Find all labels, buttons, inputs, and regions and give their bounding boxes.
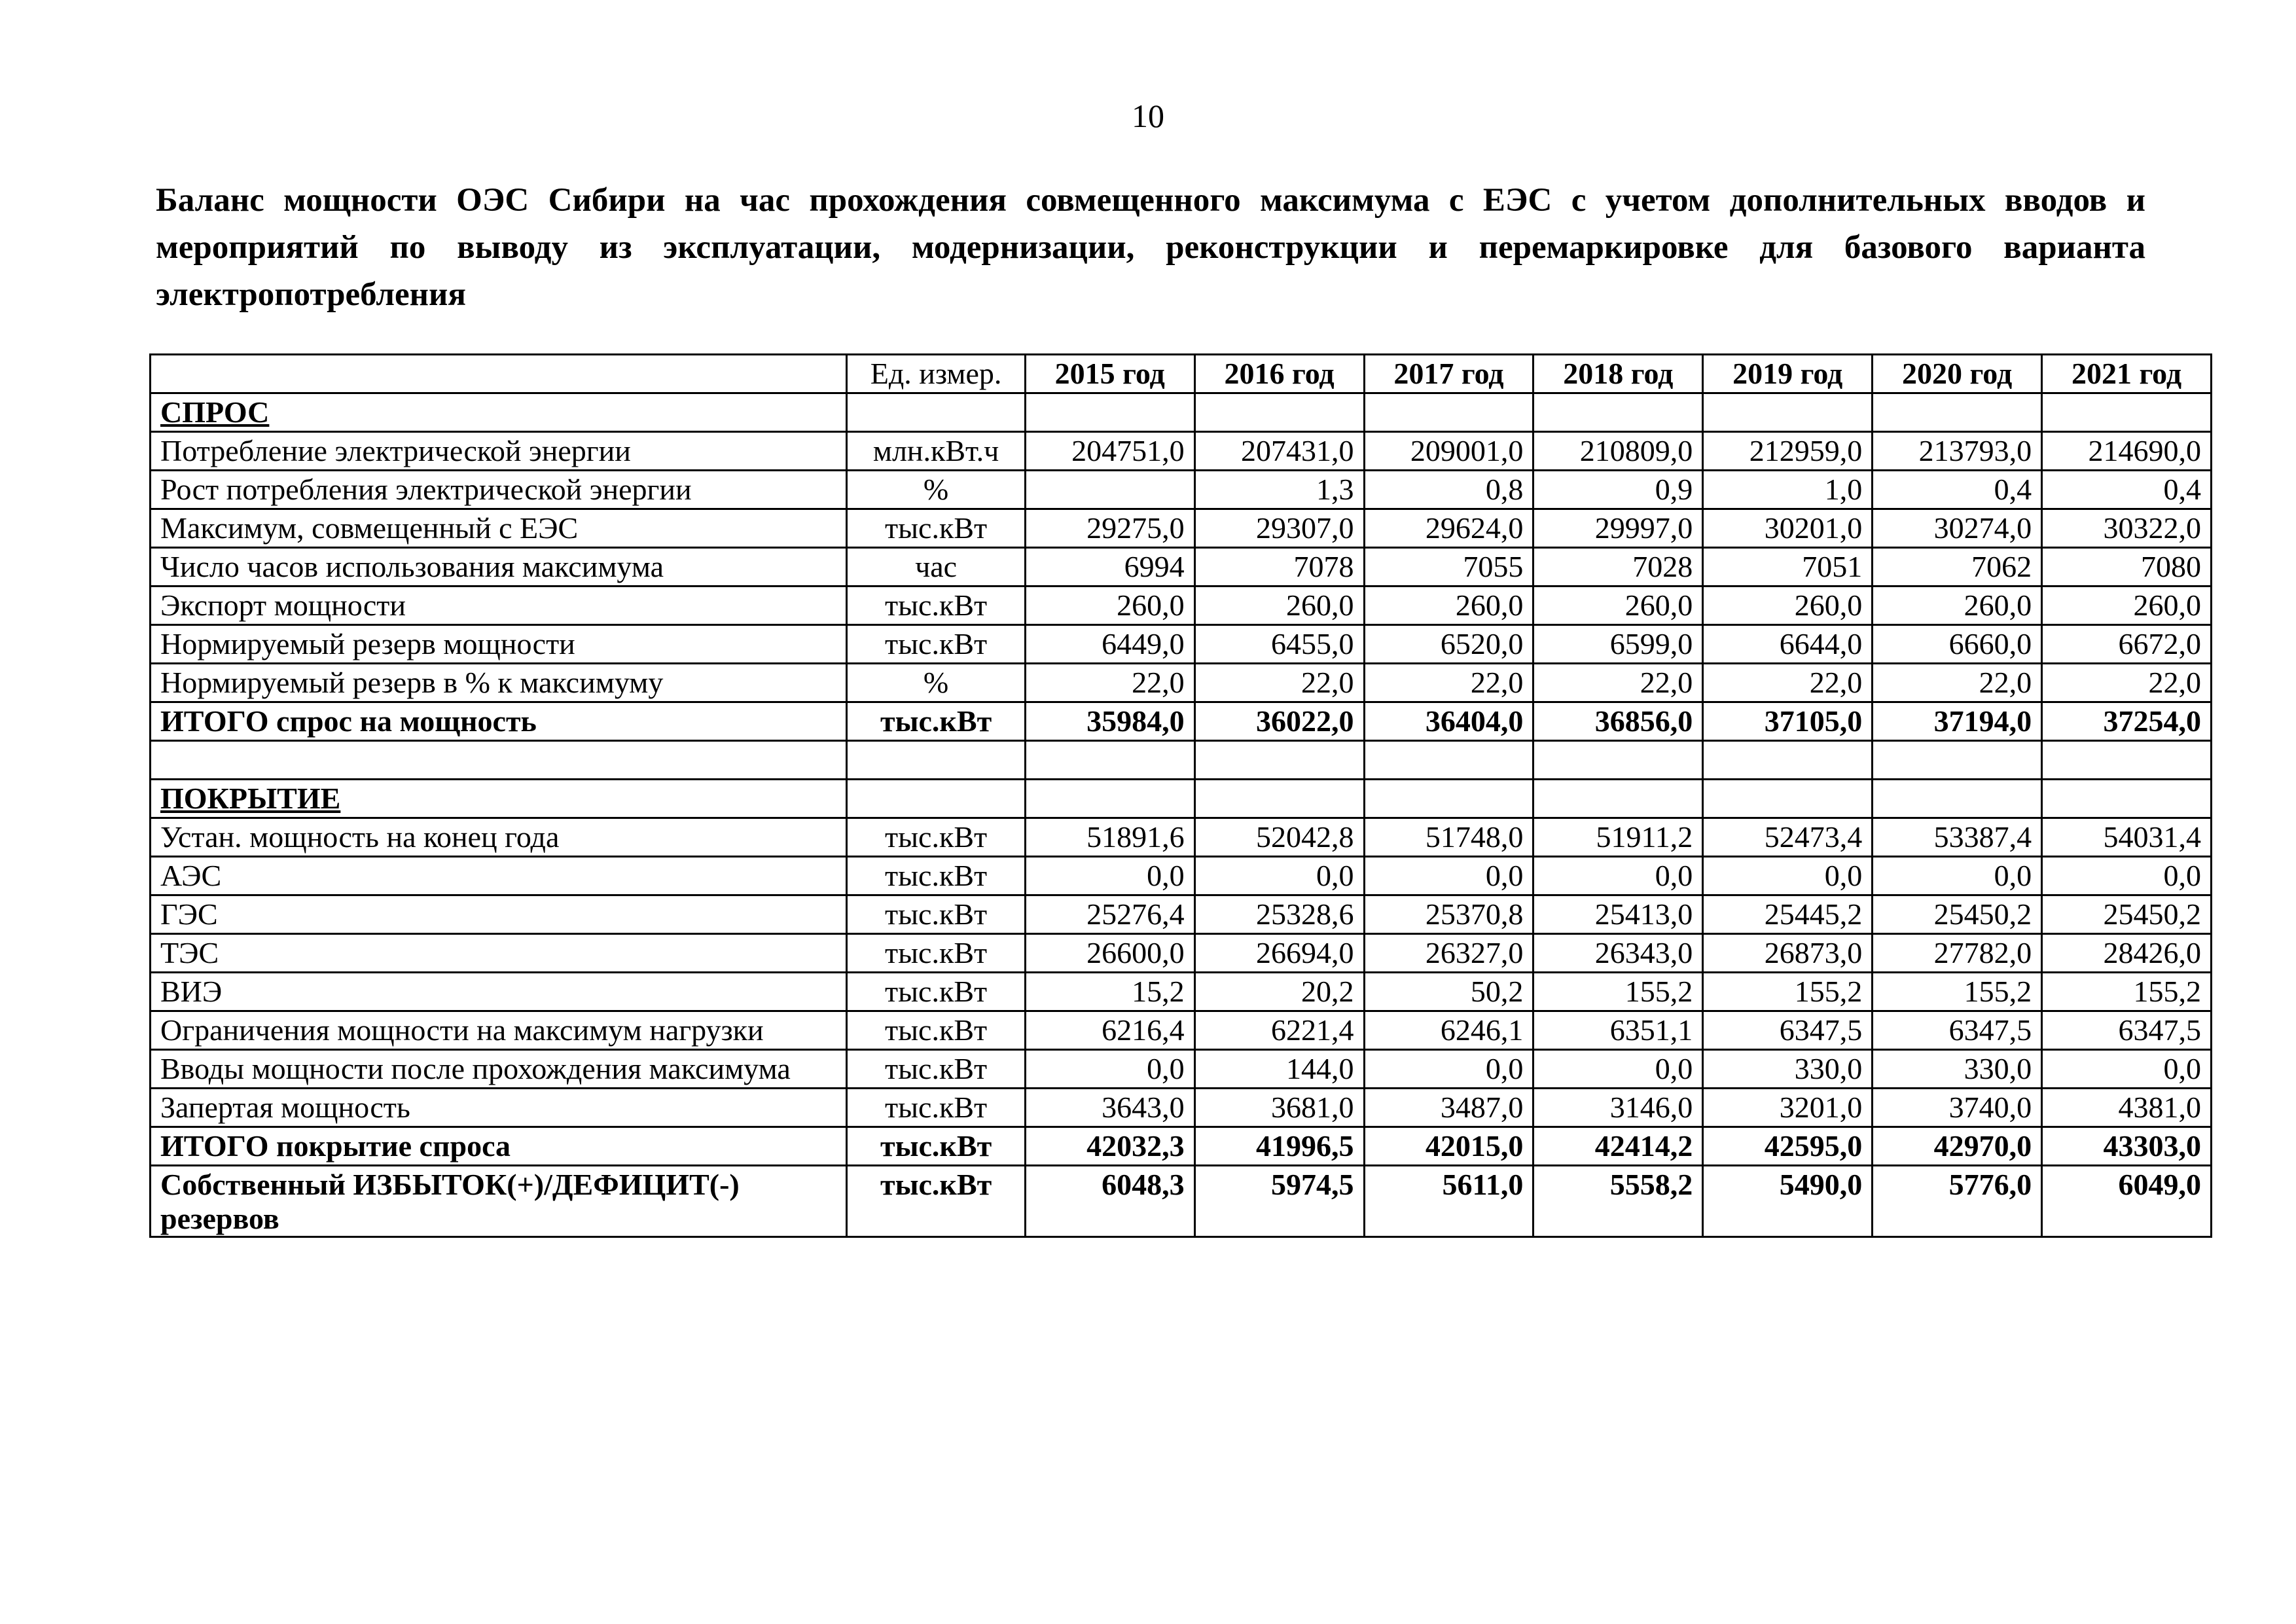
value-cell: 22,0 xyxy=(1364,664,1534,702)
value-cell: 260,0 xyxy=(1194,586,1364,625)
value-cell: 26873,0 xyxy=(1703,934,1873,973)
row-name-cell: Собственный ИЗБЫТОК(+)/ДЕФИЦИТ(-) резервов xyxy=(151,1166,847,1237)
value-cell: 0,0 xyxy=(1025,857,1194,895)
value-cell: 22,0 xyxy=(1025,664,1194,702)
empty-cell xyxy=(1873,780,2042,818)
value-cell: 5558,2 xyxy=(1534,1166,1703,1237)
value-cell: 29275,0 xyxy=(1025,509,1194,548)
value-cell: 25445,2 xyxy=(1703,895,1873,934)
row-name-cell: ГЭС xyxy=(151,895,847,934)
row-unit-cell: тыс.кВт xyxy=(847,509,1025,548)
value-cell: 26343,0 xyxy=(1534,934,1703,973)
empty-cell xyxy=(1873,393,2042,432)
header-year-cell: 2018 год xyxy=(1534,355,1703,393)
table-row xyxy=(151,586,2212,625)
table-row xyxy=(151,895,2212,934)
value-cell: 22,0 xyxy=(1703,664,1873,702)
empty-cell xyxy=(1703,780,1873,818)
value-cell: 330,0 xyxy=(1703,1050,1873,1089)
empty-cell xyxy=(2042,780,2212,818)
value-cell xyxy=(1025,471,1194,509)
section-label-coverage: ПОКРЫТИЕ xyxy=(160,782,341,815)
table-row xyxy=(151,1011,2212,1050)
value-cell: 22,0 xyxy=(1534,664,1703,702)
value-cell: 37194,0 xyxy=(1873,702,2042,741)
row-unit-cell: тыс.кВт xyxy=(847,934,1025,973)
table-body xyxy=(151,393,2212,1237)
value-cell: 42414,2 xyxy=(1534,1127,1703,1166)
value-cell: 42595,0 xyxy=(1703,1127,1873,1166)
value-cell: 0,0 xyxy=(1534,1050,1703,1089)
value-cell: 210809,0 xyxy=(1534,432,1703,471)
value-cell: 330,0 xyxy=(1873,1050,2042,1089)
row-name-cell: ВИЭ xyxy=(151,973,847,1011)
value-cell: 43303,0 xyxy=(2042,1127,2212,1166)
empty-cell xyxy=(1025,393,1194,432)
table-row xyxy=(151,818,2212,857)
value-cell: 6449,0 xyxy=(1025,625,1194,664)
value-cell: 260,0 xyxy=(1364,586,1534,625)
row-name-cell: Устан. мощность на конец года xyxy=(151,818,847,857)
value-cell: 29307,0 xyxy=(1194,509,1364,548)
value-cell: 15,2 xyxy=(1025,973,1194,1011)
value-cell: 27782,0 xyxy=(1873,934,2042,973)
section-row-coverage xyxy=(151,780,2212,818)
table-row xyxy=(151,509,2212,548)
value-cell: 22,0 xyxy=(2042,664,2212,702)
value-cell: 22,0 xyxy=(1873,664,2042,702)
value-cell: 1,0 xyxy=(1703,471,1873,509)
value-cell: 29997,0 xyxy=(1534,509,1703,548)
header-year-cell: 2019 год xyxy=(1703,355,1873,393)
row-name-cell: ИТОГО спрос на мощность xyxy=(151,702,847,741)
section-row-demand xyxy=(151,393,2212,432)
row-unit-cell: тыс.кВт xyxy=(847,895,1025,934)
value-cell: 155,2 xyxy=(1534,973,1703,1011)
value-cell: 155,2 xyxy=(1703,973,1873,1011)
row-name-cell: Вводы мощности после прохождения максимума xyxy=(151,1050,847,1089)
row-name-cell: Экспорт мощности xyxy=(151,586,847,625)
header-year-cell: 2021 год xyxy=(2042,355,2212,393)
blank-row xyxy=(151,741,2212,780)
row-name-cell: Рост потребления электрической энергии xyxy=(151,471,847,509)
value-cell: 29624,0 xyxy=(1364,509,1534,548)
value-cell: 6221,4 xyxy=(1194,1011,1364,1050)
value-cell: 0,0 xyxy=(1534,857,1703,895)
value-cell: 6660,0 xyxy=(1873,625,2042,664)
value-cell: 42970,0 xyxy=(1873,1127,2042,1166)
value-cell: 30201,0 xyxy=(1703,509,1873,548)
table-row xyxy=(151,857,2212,895)
empty-cell xyxy=(1194,780,1364,818)
row-name-cell: Ограничения мощности на максимум нагрузки xyxy=(151,1011,847,1050)
value-cell: 260,0 xyxy=(1703,586,1873,625)
value-cell: 6599,0 xyxy=(1534,625,1703,664)
value-cell: 260,0 xyxy=(2042,586,2212,625)
value-cell: 5974,5 xyxy=(1194,1166,1364,1237)
value-cell: 51748,0 xyxy=(1364,818,1534,857)
empty-cell xyxy=(847,741,1025,780)
row-unit-cell: тыс.кВт xyxy=(847,973,1025,1011)
row-unit-cell: тыс.кВт xyxy=(847,1127,1025,1166)
empty-cell xyxy=(1364,780,1534,818)
value-cell: 0,0 xyxy=(1025,1050,1194,1089)
empty-cell xyxy=(1364,741,1534,780)
value-cell: 6347,5 xyxy=(1873,1011,2042,1050)
value-cell: 53387,4 xyxy=(1873,818,2042,857)
empty-cell xyxy=(1534,780,1703,818)
value-cell: 42032,3 xyxy=(1025,1127,1194,1166)
coverage-total-row xyxy=(151,1127,2212,1166)
table-row xyxy=(151,973,2212,1011)
empty-cell xyxy=(1534,393,1703,432)
demand-total-row xyxy=(151,702,2212,741)
row-name-cell: АЭС xyxy=(151,857,847,895)
value-cell: 25370,8 xyxy=(1364,895,1534,934)
value-cell: 155,2 xyxy=(1873,973,2042,1011)
row-unit-cell: час xyxy=(847,548,1025,586)
value-cell: 35984,0 xyxy=(1025,702,1194,741)
value-cell: 51911,2 xyxy=(1534,818,1703,857)
empty-cell xyxy=(1703,393,1873,432)
value-cell: 209001,0 xyxy=(1364,432,1534,471)
value-cell: 25450,2 xyxy=(2042,895,2212,934)
row-name-cell: ТЭС xyxy=(151,934,847,973)
value-cell: 30322,0 xyxy=(2042,509,2212,548)
value-cell: 25450,2 xyxy=(1873,895,2042,934)
value-cell: 3487,0 xyxy=(1364,1089,1534,1127)
value-cell: 4381,0 xyxy=(2042,1089,2212,1127)
row-unit-cell: тыс.кВт xyxy=(847,1089,1025,1127)
header-year-cell: 2015 год xyxy=(1025,355,1194,393)
value-cell: 42015,0 xyxy=(1364,1127,1534,1166)
value-cell: 6672,0 xyxy=(2042,625,2212,664)
table-row xyxy=(151,934,2212,973)
value-cell: 7051 xyxy=(1703,548,1873,586)
empty-cell xyxy=(1025,741,1194,780)
empty-cell xyxy=(1194,741,1364,780)
header-unit-cell: Ед. измер. xyxy=(847,355,1025,393)
value-cell: 25413,0 xyxy=(1534,895,1703,934)
row-unit-cell: млн.кВт.ч xyxy=(847,432,1025,471)
value-cell: 0,8 xyxy=(1364,471,1534,509)
value-cell: 0,0 xyxy=(1194,857,1364,895)
empty-cell xyxy=(1703,741,1873,780)
table-row xyxy=(151,548,2212,586)
value-cell: 6246,1 xyxy=(1364,1011,1534,1050)
row-unit-cell: тыс.кВт xyxy=(847,857,1025,895)
value-cell: 36022,0 xyxy=(1194,702,1364,741)
value-cell: 37254,0 xyxy=(2042,702,2212,741)
document-title: Баланс мощности ОЭС Сибири на час прохождения совмещенного максимума с ЕЭС с учетом дополнительных вводов и мероприятий по выводу из эксплуатации, модернизации, реконструкции и перемаркировке для базового варианта электропотребления xyxy=(156,182,2145,313)
value-cell: 260,0 xyxy=(1873,586,2042,625)
value-cell: 5776,0 xyxy=(1873,1166,2042,1237)
value-cell: 6049,0 xyxy=(2042,1166,2212,1237)
value-cell: 0,0 xyxy=(2042,1050,2212,1089)
header-year-cell: 2016 год xyxy=(1194,355,1364,393)
value-cell: 51891,6 xyxy=(1025,818,1194,857)
value-cell: 37105,0 xyxy=(1703,702,1873,741)
row-name-cell: Запертая мощность xyxy=(151,1089,847,1127)
value-cell: 3201,0 xyxy=(1703,1089,1873,1127)
row-name-cell: Число часов использования максимума xyxy=(151,548,847,586)
value-cell: 25328,6 xyxy=(1194,895,1364,934)
empty-cell xyxy=(1194,393,1364,432)
table-header-row xyxy=(151,355,2212,393)
row-unit-cell: тыс.кВт xyxy=(847,702,1025,741)
empty-cell xyxy=(1534,741,1703,780)
value-cell: 28426,0 xyxy=(2042,934,2212,973)
value-cell: 1,3 xyxy=(1194,471,1364,509)
value-cell: 20,2 xyxy=(1194,973,1364,1011)
row-unit-cell: тыс.кВт xyxy=(847,625,1025,664)
row-name-cell: Потребление электрической энергии xyxy=(151,432,847,471)
table-row xyxy=(151,1089,2212,1127)
value-cell: 6351,1 xyxy=(1534,1011,1703,1050)
row-unit-cell: % xyxy=(847,471,1025,509)
value-cell: 5490,0 xyxy=(1703,1166,1873,1237)
row-name-cell: Максимум, совмещенный с ЕЭС xyxy=(151,509,847,548)
value-cell: 54031,4 xyxy=(2042,818,2212,857)
value-cell: 6994 xyxy=(1025,548,1194,586)
value-cell: 0,0 xyxy=(1873,857,2042,895)
value-cell: 6644,0 xyxy=(1703,625,1873,664)
header-year-cell: 2017 год xyxy=(1364,355,1534,393)
value-cell: 213793,0 xyxy=(1873,432,2042,471)
value-cell: 0,0 xyxy=(1703,857,1873,895)
row-name-cell: Нормируемый резерв мощности xyxy=(151,625,847,664)
value-cell: 6347,5 xyxy=(1703,1011,1873,1050)
empty-cell xyxy=(2042,393,2212,432)
value-cell: 50,2 xyxy=(1364,973,1534,1011)
row-unit-cell: % xyxy=(847,664,1025,702)
power-balance-table xyxy=(149,353,2212,1238)
value-cell: 0,0 xyxy=(2042,857,2212,895)
row-name-cell: Нормируемый резерв в % к максимуму xyxy=(151,664,847,702)
row-unit-cell: тыс.кВт xyxy=(847,818,1025,857)
value-cell: 52042,8 xyxy=(1194,818,1364,857)
value-cell: 0,4 xyxy=(2042,471,2212,509)
value-cell: 3740,0 xyxy=(1873,1089,2042,1127)
value-cell: 26327,0 xyxy=(1364,934,1534,973)
row-unit-cell: тыс.кВт xyxy=(847,586,1025,625)
table-row xyxy=(151,625,2212,664)
value-cell: 260,0 xyxy=(1534,586,1703,625)
value-cell: 7080 xyxy=(2042,548,2212,586)
value-cell: 214690,0 xyxy=(2042,432,2212,471)
section-label-demand: СПРОС xyxy=(160,395,270,429)
value-cell: 6347,5 xyxy=(2042,1011,2212,1050)
value-cell: 52473,4 xyxy=(1703,818,1873,857)
value-cell: 0,0 xyxy=(1364,857,1534,895)
value-cell: 3681,0 xyxy=(1194,1089,1364,1127)
value-cell: 36856,0 xyxy=(1534,702,1703,741)
value-cell: 3643,0 xyxy=(1025,1089,1194,1127)
table-row xyxy=(151,432,2212,471)
empty-cell xyxy=(847,780,1025,818)
value-cell: 7078 xyxy=(1194,548,1364,586)
value-cell: 155,2 xyxy=(2042,973,2212,1011)
empty-cell xyxy=(1025,780,1194,818)
value-cell: 25276,4 xyxy=(1025,895,1194,934)
value-cell: 144,0 xyxy=(1194,1050,1364,1089)
page-number: 10 xyxy=(1132,98,1164,134)
surplus-deficit-row xyxy=(151,1166,2212,1237)
table-row xyxy=(151,471,2212,509)
value-cell: 6455,0 xyxy=(1194,625,1364,664)
value-cell: 6216,4 xyxy=(1025,1011,1194,1050)
empty-cell xyxy=(151,741,847,780)
empty-cell xyxy=(847,393,1025,432)
value-cell: 0,4 xyxy=(1873,471,2042,509)
row-unit-cell: тыс.кВт xyxy=(847,1050,1025,1089)
row-name-cell: ИТОГО покрытие спроса xyxy=(151,1127,847,1166)
table-row xyxy=(151,1050,2212,1089)
value-cell: 0,9 xyxy=(1534,471,1703,509)
value-cell: 26694,0 xyxy=(1194,934,1364,973)
empty-cell xyxy=(2042,741,2212,780)
header-name-cell xyxy=(151,355,847,393)
value-cell: 22,0 xyxy=(1194,664,1364,702)
row-unit-cell: тыс.кВт xyxy=(847,1011,1025,1050)
value-cell: 7062 xyxy=(1873,548,2042,586)
value-cell: 41996,5 xyxy=(1194,1127,1364,1166)
value-cell: 260,0 xyxy=(1025,586,1194,625)
value-cell: 212959,0 xyxy=(1703,432,1873,471)
value-cell: 30274,0 xyxy=(1873,509,2042,548)
value-cell: 26600,0 xyxy=(1025,934,1194,973)
table-row xyxy=(151,664,2212,702)
value-cell: 5611,0 xyxy=(1364,1166,1534,1237)
value-cell: 204751,0 xyxy=(1025,432,1194,471)
value-cell: 7028 xyxy=(1534,548,1703,586)
empty-cell xyxy=(1873,741,2042,780)
value-cell: 7055 xyxy=(1364,548,1534,586)
value-cell: 207431,0 xyxy=(1194,432,1364,471)
header-year-cell: 2020 год xyxy=(1873,355,2042,393)
value-cell: 6520,0 xyxy=(1364,625,1534,664)
empty-cell xyxy=(1364,393,1534,432)
value-cell: 3146,0 xyxy=(1534,1089,1703,1127)
row-unit-cell: тыс.кВт xyxy=(847,1166,1025,1237)
section-cell xyxy=(151,393,847,432)
value-cell: 6048,3 xyxy=(1025,1166,1194,1237)
value-cell: 36404,0 xyxy=(1364,702,1534,741)
section-cell xyxy=(151,780,847,818)
value-cell: 0,0 xyxy=(1364,1050,1534,1089)
